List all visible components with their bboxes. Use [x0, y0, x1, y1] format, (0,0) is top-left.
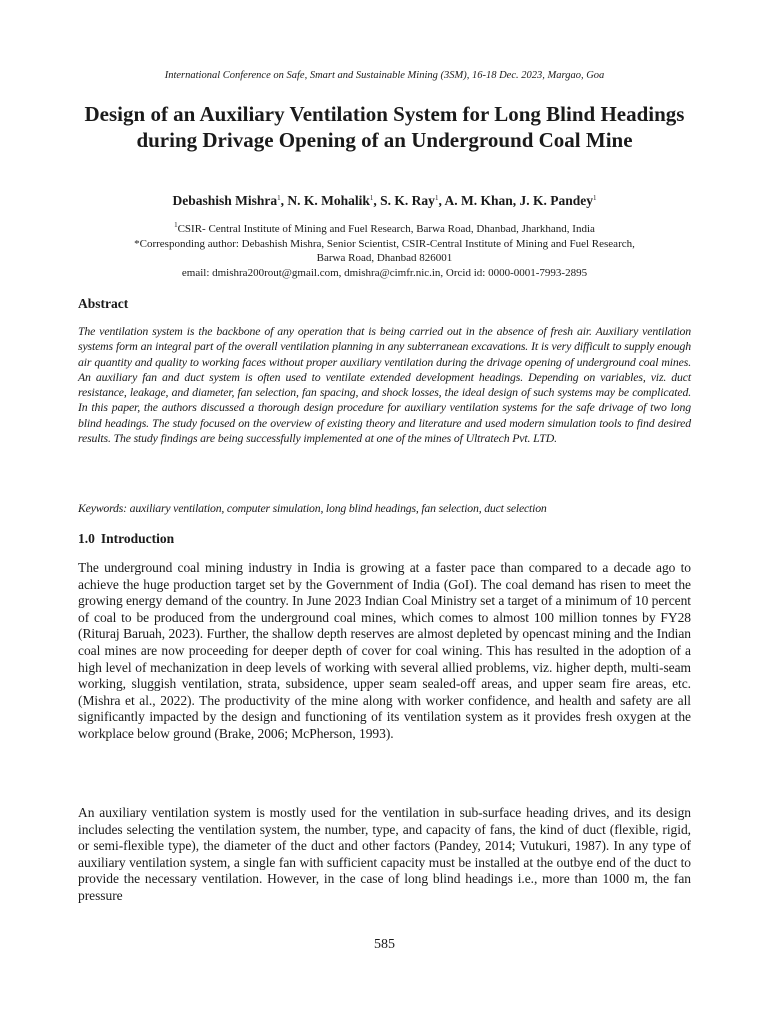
section-title: Introduction	[100, 531, 175, 546]
author-name: S. K. Ray	[380, 193, 435, 208]
paper-title: Design of an Auxiliary Ventilation System for Long Blind Headings during Drivage Opening of an Underground Coal Mine	[84, 102, 685, 152]
author-name: A. M. Khan	[444, 193, 513, 208]
section-heading-introduction	[78, 531, 174, 547]
contact-line: email: dmishra200rout@gmail.com, dmishra@cimfr.nic.in, Orcid id: 0000-0001-7993-2895	[181, 266, 588, 279]
author-name: Debashish Mishra	[172, 193, 278, 208]
running-header: International Conference on Safe, Smart and Sustainable Mining (3SM), 16-18 Dec. 2023, Margao, Goa	[164, 70, 605, 81]
author-separator: ,	[438, 193, 445, 208]
abstract-heading: Abstract	[78, 296, 129, 311]
affiliation-line	[78, 222, 691, 237]
author-list	[78, 192, 691, 209]
body-paragraph: The underground coal mining industry in India is growing at a faster pace than compared to a decade ago to achieve the huge production target set by the Government of India (GoI). The coal demand has risen to meet the growing energy demand of the country. In June 2023 Indian Coal Ministry set a target of a minimum of 10 percent of coal to be produced from the underground coal mines, which comes to almost 100 million tonnes by FY28 (Rituraj Baruah, 2023). Further, the shallow depth reserves are almost depleted by opencast mining and the Indian coal mines are now proceeding for deeper depth of cover for coal wining. This has resulted in the adoption of a high level of mechanization in deep levels of working with several allied problems, viz. higher depth, multi-seam working, sluggish ventilation, strata, subsidence, upper seam sealed-off areas, and upper seam fire areas, etc. (Mishra et al., 2022). The productivity of the mine along with worker confidence, and health and safety are all significantly impacted by the design and functioning of its ventilation system as it provides fresh oxygen at the workplace below ground (Brake, 2006; McPherson, 1993).	[78, 560, 691, 741]
affiliation-mark: 1	[174, 221, 178, 229]
author-name: J. K. Pandey	[519, 193, 593, 208]
affiliation-text: CSIR- Central Institute of Mining and Fuel Research, Barwa Road, Dhanbad, Jharkhand, India	[177, 223, 595, 235]
body-paragraph: An auxiliary ventilation system is mostly used for the ventilation in sub-surface heading drives, and its design includes selecting the ventilation system, the number, type, and capacity of fans, the kind of duct (flexible, rigid, or semi-flexible type), the diameter of the duct and other factors (Pandey, 2014; Vutukuri, 1987). In any type of auxiliary ventilation system, a single fan with sufficient capacity must be installed at the outbye end of the duct to provide the necessary ventilation. However, in the case of long blind headings i.e., more than 1000 m, the fan pressure	[78, 805, 691, 903]
page-number: 585	[374, 937, 395, 952]
affiliation-block	[78, 222, 691, 280]
paper-page	[78, 0, 691, 1024]
author-separator: ,	[512, 193, 520, 208]
abstract-text: The ventilation system is the backbone of any operation that is being carried out in the absence of fresh air. Auxiliary ventilation systems form an integral part of the overall ventilation planning in any subterranean excavations. It is very difficult to supply enough air quantity and quality to working faces without proper auxiliary ventilation during the drivage opening of underground coal mines. An auxiliary fan and duct system is often used to ventilate extended development headings. Depending on variables, viz. duct resistance, leakage, and diameter, fan selection, fan spacing, and shock losses, the ideal design of such systems may be complicated. In this paper, the authors discussed a thorough design procedure for auxiliary ventilation systems for the safe drivage of two long blind headings. The study focused on the overview of existing theory and literature and used modern simulation tools to find desired results. The study findings are being successfully implemented at one of the mines of Ultratech Pvt. LTD.	[78, 324, 691, 446]
author-separator: ,	[373, 193, 381, 208]
section-number: 1.0	[78, 531, 95, 546]
address-line: Barwa Road, Dhanbad 826001	[316, 252, 453, 264]
author-affiliation-mark: 1	[434, 194, 439, 202]
author-separator: ,	[280, 193, 288, 208]
author-name: N. K. Mohalik	[287, 193, 370, 208]
corresponding-author-line: *Corresponding author: Debashish Mishra, Senior Scientist, CSIR-Central Institute of Mining and Fuel Research,	[134, 237, 635, 250]
author-affiliation-mark: 1	[277, 194, 281, 202]
keywords: Keywords: auxiliary ventilation, computer simulation, long blind headings, fan selection, duct selection	[78, 501, 547, 515]
author-affiliation-mark: 1	[592, 194, 597, 202]
author-affiliation-mark: 1	[369, 194, 374, 202]
